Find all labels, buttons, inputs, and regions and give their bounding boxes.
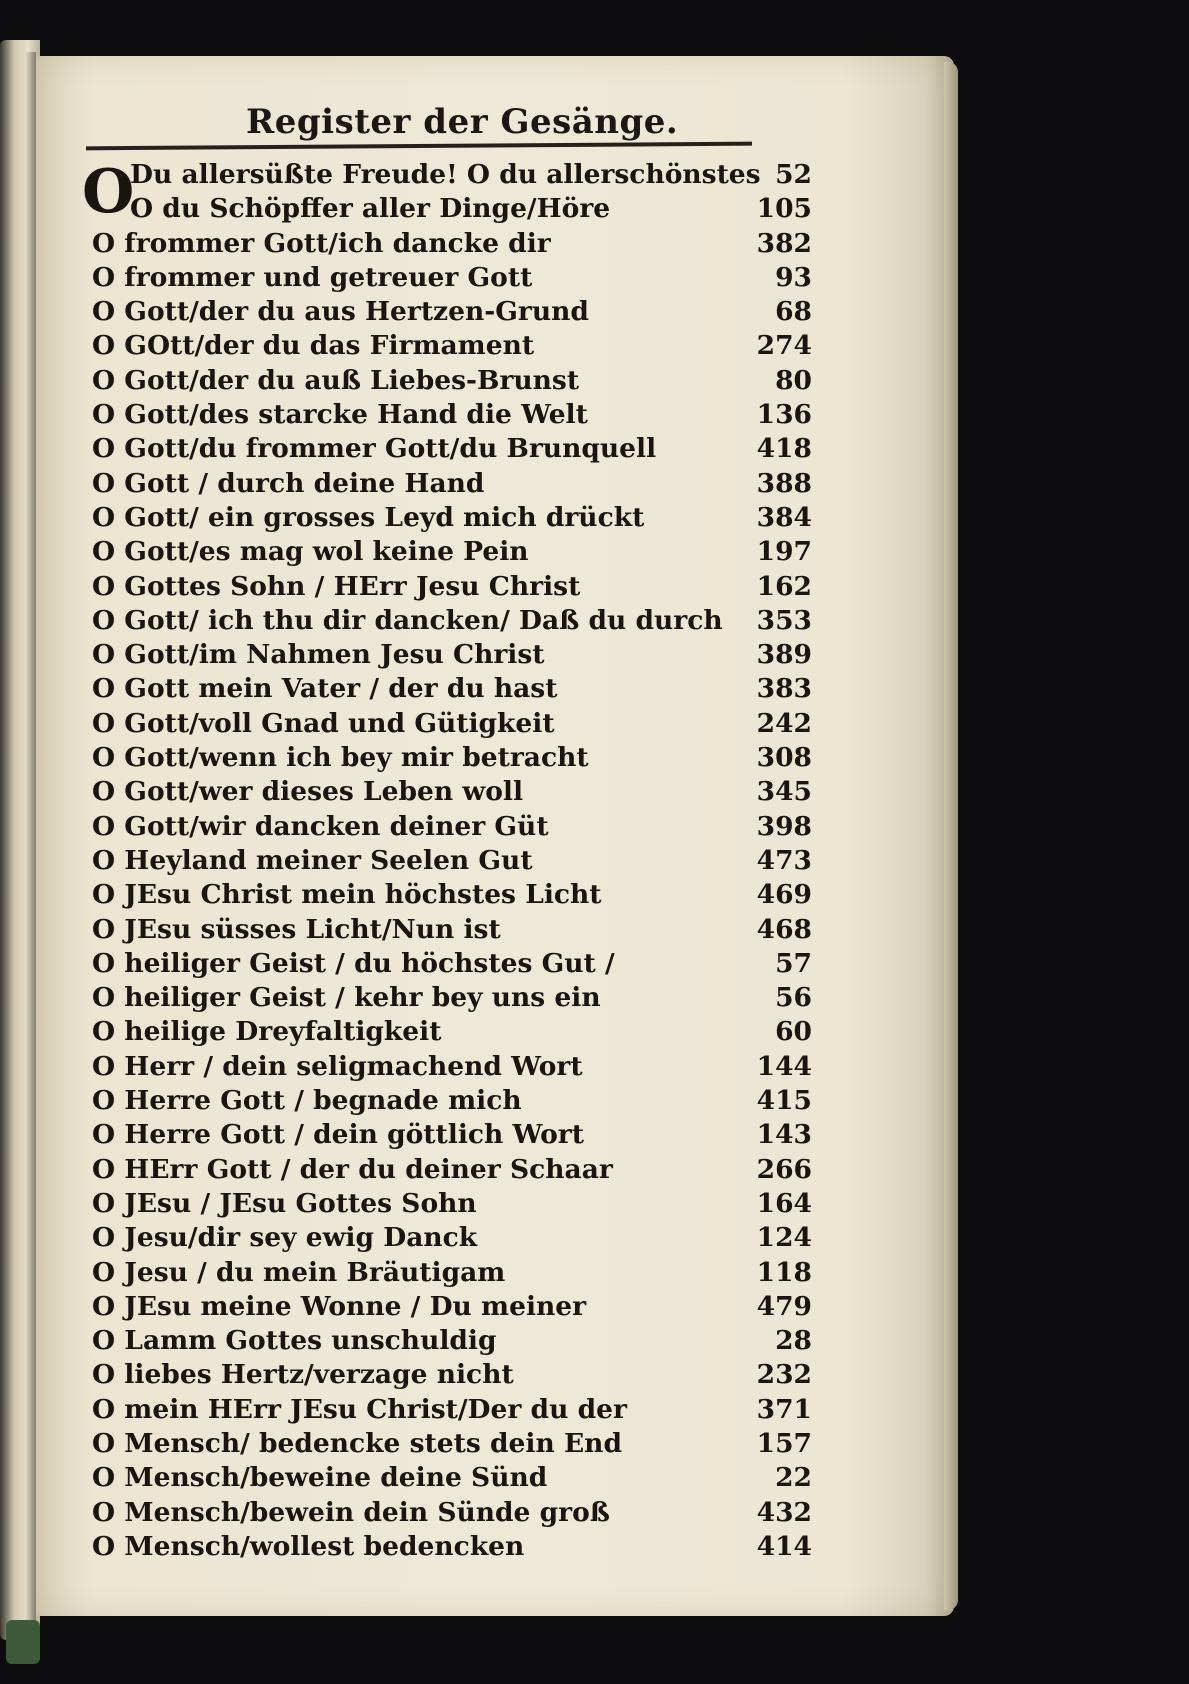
index-entry <box>92 1393 812 1427</box>
page-number: 479 <box>756 1290 812 1322</box>
hymn-title: O Gott / durch deine Hand <box>92 467 485 499</box>
index-entry <box>92 1358 812 1392</box>
index-entry <box>92 775 812 809</box>
hymn-title: O frommer und getreuer Gott <box>92 261 533 293</box>
index-entry <box>92 192 812 226</box>
hymn-title: O JEsu süsses Licht/Nun ist <box>92 913 501 945</box>
hymn-title: O JEsu / JEsu Gottes Sohn <box>92 1187 477 1219</box>
index-entry <box>92 1530 812 1564</box>
hymn-title: O Gott mein Vater / der du hast <box>92 673 558 705</box>
index-entry <box>92 1187 812 1221</box>
page-number: 353 <box>756 604 812 636</box>
binding-ribbon <box>6 1620 40 1664</box>
hymn-title: O Gott/du frommer Gott/du Brunquell <box>92 433 657 465</box>
spine-shadow <box>26 52 36 1632</box>
index-entry <box>92 1256 812 1290</box>
index-entry <box>92 1015 812 1049</box>
hymn-title: O Jesu/dir sey ewig Danck <box>92 1222 478 1254</box>
page-number: 469 <box>756 879 812 911</box>
index-entry <box>92 261 812 295</box>
hymn-title: O Herre Gott / dein göttlich Wort <box>92 1119 585 1151</box>
page-number: 144 <box>756 1050 812 1082</box>
page-number: 232 <box>756 1359 812 1391</box>
hymn-title: O Gott/des starcke Hand die Welt <box>92 399 588 431</box>
hymn-title: O Mensch/beweine deine Sünd <box>92 1462 548 1494</box>
index-entry <box>92 398 812 432</box>
index-entry <box>92 707 812 741</box>
hymn-title: O JEsu meine Wonne / Du meiner <box>92 1290 587 1322</box>
page-number: 157 <box>756 1427 812 1459</box>
hymn-title: O HErr Gott / der du deiner Schaar <box>92 1153 613 1185</box>
page-header: Register der Gesänge. <box>246 102 679 142</box>
page-number: 418 <box>756 433 812 465</box>
page-number: 308 <box>756 742 812 774</box>
hymn-title: O Mensch/wollest bedencken <box>92 1530 525 1562</box>
index-entry <box>92 913 812 947</box>
index-entry <box>92 672 812 706</box>
hymn-title: O frommer Gott/ich dancke dir <box>92 227 551 259</box>
page-number: 68 <box>775 296 812 328</box>
page-number: 388 <box>756 467 812 499</box>
index-entry <box>92 432 812 466</box>
page-number: 118 <box>756 1256 812 1288</box>
index-entry <box>92 570 812 604</box>
hymn-title: O Herre Gott / begnade mich <box>92 1085 522 1117</box>
hymn-title: O heiliger Geist / kehr bey uns ein <box>92 982 601 1014</box>
page-number: 384 <box>756 501 812 533</box>
page-number: 345 <box>756 776 812 808</box>
page-number: 197 <box>756 536 812 568</box>
index-entry <box>92 1427 812 1461</box>
index-entry <box>92 604 812 638</box>
hymn-title: O Gott/ ein grosses Leyd mich drückt <box>92 501 645 533</box>
page-number: 22 <box>775 1462 812 1494</box>
page-number: 56 <box>775 982 812 1014</box>
hymn-title: Du allersüßte Freude! O du allerschönstes <box>130 159 761 190</box>
index-entry <box>92 981 812 1015</box>
page-number: 415 <box>756 1085 812 1117</box>
index-entry <box>92 501 812 535</box>
index-entry <box>92 1290 812 1324</box>
page-number: 274 <box>756 330 812 362</box>
hymn-title: O Gottes Sohn / HErr Jesu Christ <box>92 570 581 602</box>
hymn-title: O Jesu / du mein Bräutigam <box>92 1256 506 1288</box>
hymn-title: O Mensch/bewein dein Sünde groß <box>92 1496 610 1528</box>
page-number: 136 <box>756 399 812 431</box>
index-entry <box>92 1461 812 1495</box>
page-number: 414 <box>756 1530 812 1562</box>
page-number: 473 <box>756 844 812 876</box>
page-number: 398 <box>756 810 812 842</box>
drop-cap-letter: O <box>82 157 135 227</box>
page-number: 105 <box>756 193 812 225</box>
index-entry <box>92 1496 812 1530</box>
index-entry <box>92 741 812 775</box>
page-number: 266 <box>756 1153 812 1185</box>
page-number: 383 <box>756 673 812 705</box>
page-number: 52 <box>775 159 812 190</box>
index-entry <box>92 227 812 261</box>
hymn-title: O liebes Hertz/verzage nicht <box>92 1359 514 1391</box>
hymn-title: O Gott/wir dancken deiner Güt <box>92 810 549 842</box>
hymn-title: O Gott/wer dieses Leben woll <box>92 776 524 808</box>
index-entry <box>92 810 812 844</box>
page-number: 143 <box>756 1119 812 1151</box>
page-number: 371 <box>756 1393 812 1425</box>
index-entry <box>92 878 812 912</box>
page-number: 124 <box>756 1222 812 1254</box>
hymn-title: O Mensch/ bedencke stets dein End <box>92 1427 622 1459</box>
hymn-title: O Lamm Gottes unschuldig <box>92 1325 497 1357</box>
page-number: 60 <box>775 1016 812 1048</box>
index-entry <box>92 467 812 501</box>
hymn-title: O du Schöpffer aller Dinge/Höre <box>130 193 611 225</box>
page-number: 28 <box>775 1325 812 1357</box>
index-entry <box>92 1221 812 1255</box>
page-number: 432 <box>756 1496 812 1528</box>
hymn-title: O Gott/es mag wol keine Pein <box>92 536 529 568</box>
hymn-title: O Gott/wenn ich bey mir betracht <box>92 742 589 774</box>
page-number: 382 <box>756 227 812 259</box>
hymn-title: O heiliger Geist / du höchstes Gut / <box>92 947 615 979</box>
index-entry <box>92 158 812 192</box>
index-entry <box>92 1050 812 1084</box>
hymn-title: O GOtt/der du das Firmament <box>92 330 535 362</box>
hymn-title: O Gott/im Nahmen Jesu Christ <box>92 639 545 671</box>
page-number: 242 <box>756 707 812 739</box>
hymn-title: O Gott/der du aus Hertzen-Grund <box>92 296 589 328</box>
index-entry <box>92 329 812 363</box>
index-entry <box>92 1084 812 1118</box>
page-number: 57 <box>775 947 812 979</box>
hymn-index-list <box>92 158 812 1564</box>
page-number: 389 <box>756 639 812 671</box>
index-entry <box>92 844 812 878</box>
index-entry <box>92 535 812 569</box>
hymn-title: O Heyland meiner Seelen Gut <box>92 844 533 876</box>
index-entry <box>92 947 812 981</box>
index-entry <box>92 1153 812 1187</box>
page-fore-edge <box>944 62 958 1610</box>
index-entry <box>92 638 812 672</box>
index-entry <box>92 364 812 398</box>
page-number: 468 <box>756 913 812 945</box>
index-entry <box>92 1324 812 1358</box>
hymn-title: O Herr / dein seligmachend Wort <box>92 1050 583 1082</box>
index-entry <box>92 1118 812 1152</box>
hymn-title: O Gott/ ich thu dir dancken/ Daß du durch <box>92 604 723 636</box>
hymn-title: O JEsu Christ mein höchstes Licht <box>92 879 602 911</box>
hymn-title: O Gott/voll Gnad und Gütigkeit <box>92 707 555 739</box>
page-number: 162 <box>756 570 812 602</box>
page-number: 164 <box>756 1187 812 1219</box>
page-number: 93 <box>775 261 812 293</box>
hymn-title: O Gott/der du auß Liebes-Brunst <box>92 364 580 396</box>
index-entry <box>92 295 812 329</box>
hymn-title: O heilige Dreyfaltigkeit <box>92 1016 442 1048</box>
page-number: 80 <box>775 364 812 396</box>
hymn-title: O mein HErr JEsu Christ/Der du der <box>92 1393 627 1425</box>
